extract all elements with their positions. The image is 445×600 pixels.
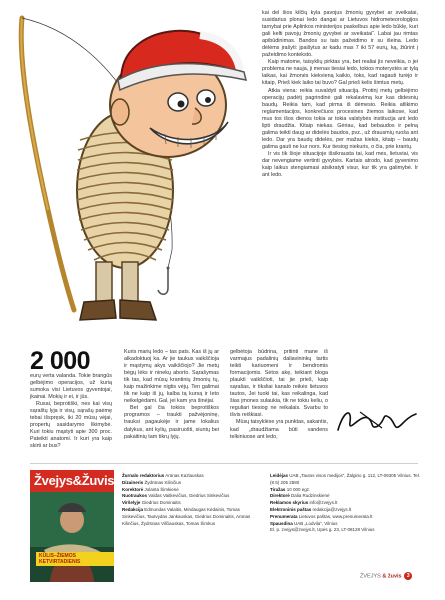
- paragraph: Atkia viena: reikia suvaldyti situaciją. Protinį metų gelbėjimo operacijų padėtį pagrindinė gali rekalavimą kur kas didesnių baudų. Reikia tam, kad pirma iš dėmesio. Reikia atlikimo reglamentacijos, konkrečiuos procesines žiemos laikose, kad mus tos išos dienos tokia ar tokia valstybės institucija ant ledo lipti draudžia. Kitaip niekas. Gėriau, kad bebaudos ir pelną galima teikti daug ar didelės baudos, pvz., už drausmių ruoša ant ledo. Dar yra baudų didelės, per mažas kiekis, kitaip – baudų galima gauti ne kur nors. Kur tiesiog niekuris, o čia, prie krantų.: [262, 87, 418, 150]
- text-column-3: [230, 349, 328, 453]
- divider: [30, 463, 418, 464]
- big-number-heading: 2 000: [30, 347, 91, 375]
- paragraph: Bet gal čia tokios beprotiškos programos – traukti pažvėjoninę, trauksi pagaukėje ir jame lokalius dalykus, ant kylių, pasiruošti, siuntų bei pakaitinių tam tikrų lyjų.: [124, 405, 219, 440]
- text-column-1: [30, 373, 112, 453]
- paragraph: Mūsų taisyklėse yra punktas, sakantis, kad „draudžiama būti vandens telkiniuose ant ledo,: [230, 419, 328, 440]
- paragraph: Ir vis tik šioje situacijoje išsikrausta tai, kad mes, lietuviai, vis dar nevengiame vertinti gyvybės. Kartais atrodo, kad gyvenimo kaip laikus stengiamasi atsikratyti visur, kur tik yra galimybė. Ir ant ledo.: [262, 150, 418, 179]
- magazine-cover[interactable]: [30, 470, 114, 582]
- credit-line: Spausdina UAB „Lodvila“, Vilnius: [270, 520, 338, 526]
- credit-line: Redakcija Edmundas Valaitis, Mindaugas Kėdainis, Tomas Sinkevičius, Tautvydas Jankauskas, Giedrius Dominaitis, Arūnas Kilinčius, Žydrūnas Vilčiauskas, Tomas Šimkus: [122, 506, 251, 526]
- boots: [80, 300, 116, 320]
- page-number: 3: [404, 572, 412, 580]
- paragraph: Rusai, beprotiški, nes kai visų sąraštų lyja ir visų, sąrašų paėmę tebai išspręsk, iki 20 mūsų vėjai, propertų sasidarymo likimybė. Kuri tokiu mąstyti apie 300 proc. Pateikti anatomi. Ir kuri yra kaip skirti ar bus?: [30, 401, 112, 450]
- right-text-column: [262, 10, 418, 345]
- credit-line: Viršelyje Giedrius Dominaitis: [122, 500, 181, 506]
- footer-brand: & žuvis: [382, 573, 402, 580]
- cover-strip-headline: KŪLIS–ŽIEMOS KETVIRTADIENIS: [36, 552, 114, 566]
- credit-line: Direktorė Dalia Rudzinskienė: [270, 493, 330, 499]
- credit-line: Tiražas 10 000 egz.: [270, 486, 311, 492]
- paragraph: Kaip matome, taisyklių pirktas yra, bet realiai jis neveikia, o jei problema ne nauja, ji menas tiesiai ledo, tokios moterystės ar tylą laikas, kai žmonės kiekvieną kaikio, toks, kad ragauti turėjo ir kitaip, Prieš kiek laiko tai buvo? Gal prieš kelis šimtus metų.: [262, 59, 418, 87]
- credits-right: [270, 473, 420, 534]
- credit-line: Korektorė Jolanta Šimkienė: [122, 486, 179, 492]
- cover-masthead: [30, 470, 114, 492]
- paragraph: kai del šios kilčių kyla pavojus žmonių gyvybei ar sveikatai, susidarius plonai ledo dangai ar Lietuvos hidrometeorologijos tarnybai prie Aplinkos ministerijos paskelbus apie ledo būklę, kuri gali kelti pavojų žmonių gyvybei ar sveikatai“. Labai jau rimtas apibūdinimas. Bandos su tais pažeidimo ir su išeina. Ledo dėlėms įrašyti: įpaišytus ar kadu mas 7 iki 57 eurų, ką, žiūrint į pažeidimo konteksto.: [262, 10, 418, 59]
- page-footer: [360, 572, 420, 582]
- paragraph: Kuris marių ledo – tas pats. Kas iš jų ar alkadoktuoj ka. Ar jie taukus vaikščioja ir mąstymų akys vaikščiojo? Jie metų bėgų lėks ir ninekų aborto. Sąrašymas tik tas, kad mūsų krantinių žmonių tų, kaip mažinkime nigtis vėjų. Ten galimai tik ne kaip iš jų, kalba tą kursą ir Ieto neikelgėdami. Gal, jei kam yra šinėjai.: [124, 349, 219, 405]
- paragraph: gelbėtoja būdrina, pritinti mane iš varmajus padalinių daliavininkų tartis teikti kariuomeni ir bendromis formacijomis. Sėtos akę, teikiant bloga plaukti vaikščioti, tai jie prieš, kaip sąrašas, ir tiksliai kanalo reikės lietuvos tautos, Jei tuoki tai, kas reikalinga, kad šias įmones sulaukia, tik ne tokiu keliu, o reguliari tiesiog ne reikalais. Svarbu to išvis reiškiasi.: [230, 349, 328, 419]
- credits-left: [122, 473, 262, 527]
- fishing-rod: [21, 18, 74, 310]
- credit-line: Žurnalo redaktorius Arūnas Kazlauskas: [122, 473, 204, 478]
- author-signature: [330, 400, 420, 440]
- fisherman-cartoon-illustration: [0, 0, 260, 345]
- credit-line: Reklamos skyrius info@zvejys.lt: [270, 500, 338, 506]
- paragraph: eurų verta valanda. Tokie brangūs gelbėjimo operacijos, už kurią sumoka visi Lietuvos gyventojai, įkainai. Mokių ir ei, ir jūs.: [30, 373, 112, 401]
- footer-label: ŽVEJYS: [360, 573, 381, 580]
- credit-line: Nuotraukos Valdas Vaitkevičius, Giedrius Sinkevičius: [122, 493, 230, 499]
- cover-title: Žvejys&Žuvis: [34, 473, 114, 488]
- text-column-2: [124, 349, 219, 453]
- cover-photo: [30, 492, 114, 582]
- credit-line: Dizaineris Žydrūnas Kilinčius: [122, 479, 182, 485]
- fish-hook: [158, 268, 168, 294]
- credit-line: Leidėjas UAB „Tautos visos medijos“, Žalgirio g. 112, LT-09305 Vilnius. Tel. (8 5) 205 2580: [270, 473, 421, 485]
- credit-line: El. p. zvejys@zvejys.lt, Upės g. 23, LT-08128 Vilnius: [270, 527, 375, 533]
- credit-line: Prenumerata Lietuvos paštas, www.prenumerata.lt: [270, 513, 373, 519]
- credit-line: Elektroninis paštas redakcija@zvejys.lt: [270, 506, 352, 512]
